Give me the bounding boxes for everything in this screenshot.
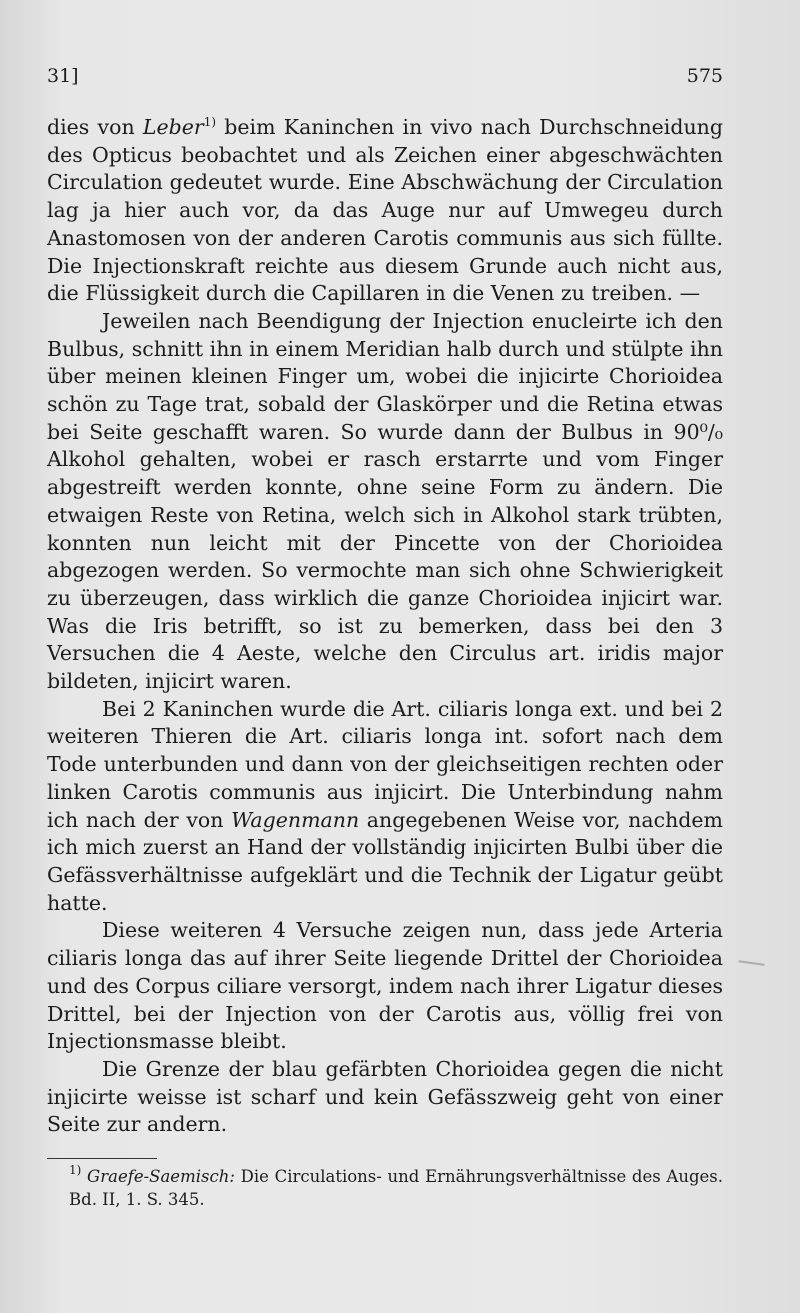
paragraph-3-start: Bei 2 Kaninchen wurde die Art. ciliaris longa ext. und bei 2 weiteren Thieren die Art. ciliaris longa int. sofort nach dem Tode unterbunden und dann von der gleichseitigen rechten oder linken Carotis communis aus injicirt. Die Unterbindung nahm ich nach der von <box>47 696 723 832</box>
paragraph-3 <box>47 696 723 918</box>
paragraph-2 <box>47 308 723 696</box>
footnote-author: Graefe-Saemisch: <box>87 1167 235 1186</box>
paragraph-5: Die Grenze der blau gefärbten Chorioidea gegen die nicht injicirte weisse ist scharf und kein Gefässzweig geht von einer Seite zur andern. <box>47 1056 723 1137</box>
page-number: 575 <box>686 65 723 87</box>
footnote-citation: Die Circulations- und Ernährungsverhältnisse des Auges. Bd. II, 1. S. 345. <box>69 1167 724 1209</box>
paragraph-2-rest: Alkohol gehalten, wobei er rasch erstarrte und vom Finger abgestreift werden konnte, ohne seine Form zu ändern. Die etwaigen Reste von Retina, welch sich in Alkohol stark trübten, konnten nun leicht mit der Pincette von der Chorioidea abgezogen werden. So vermochte man sich ohne Schwierigkeit zu überzeugen, dass wirklich die ganze Chorioidea injicirt war. Was die Iris betrifft, so ist zu bemerken, dass bei den 3 Versuchen die 4 Aeste, welche den Circulus art. iridis major bildeten, injicirt waren. <box>47 447 723 694</box>
author-wagenmann: Wagenmann <box>231 807 360 832</box>
paragraph-3-rest: angegebenen Weise vor, nachdem ich mich zuerst an Hand der vollständig injicirten Bulbi über die Gefässverhältnisse aufgeklärt und die Technik der Ligatur geübt hatte. <box>47 807 723 915</box>
footnote-rule <box>47 1158 157 1159</box>
running-head <box>47 62 723 90</box>
footnote-ref: 1) <box>203 115 217 129</box>
paragraph-1-start: dies von <box>47 115 143 139</box>
paragraph-1 <box>47 114 723 308</box>
footnote-marker: 1) <box>69 1163 82 1177</box>
paragraph-4: Diese weiteren 4 Versuche zeigen nun, dass jede Arteria ciliaris longa das auf ihrer Seite liegende Drittel der Chorioidea und des Corpus ciliare versorgt, indem nach ihrer Ligatur dieses Drittel, bei der Injection von der Carotis aus, völlig frei von Injectionsmasse bleibt. <box>47 918 723 1054</box>
footnote <box>47 1165 723 1211</box>
section-number: 31] <box>47 65 79 87</box>
author-leber: Leber <box>142 115 204 139</box>
body-text <box>47 114 723 1139</box>
paragraph-2-start: Jeweilen nach Beendigung der Injection enucleirte ich den Bulbus, schnitt ihn in einem Meridian halb durch und stülpte ihn über meinen kleinen Finger um, wobei die injicirte Chorioidea schön zu Tage trat, sobald der Glaskörper und die Retina etwas bei Seite geschafft waren. So wurde dann der Bulbus in 90 <box>47 308 723 444</box>
paragraph-1-rest: beim Kaninchen in vivo nach Durchschneidung des Opticus beobachtet und als Zeichen einer abgeschwächten Circulation gedeutet wurde. Eine Abschwächung der Circulation lag ja hier auch vor, da das Auge nur auf Umwegeu durch Anastomosen von der anderen Carotis communis aus sich füllte. Die Injectionskraft reichte aus diesem Grunde auch nicht aus, die Flüssigkeit durch die Capillaren in die Venen zu treiben. — <box>47 115 723 306</box>
margin-mark <box>737 960 764 974</box>
percent-sign: ⁰/₀ <box>699 419 723 444</box>
footnote-text <box>47 1165 723 1211</box>
